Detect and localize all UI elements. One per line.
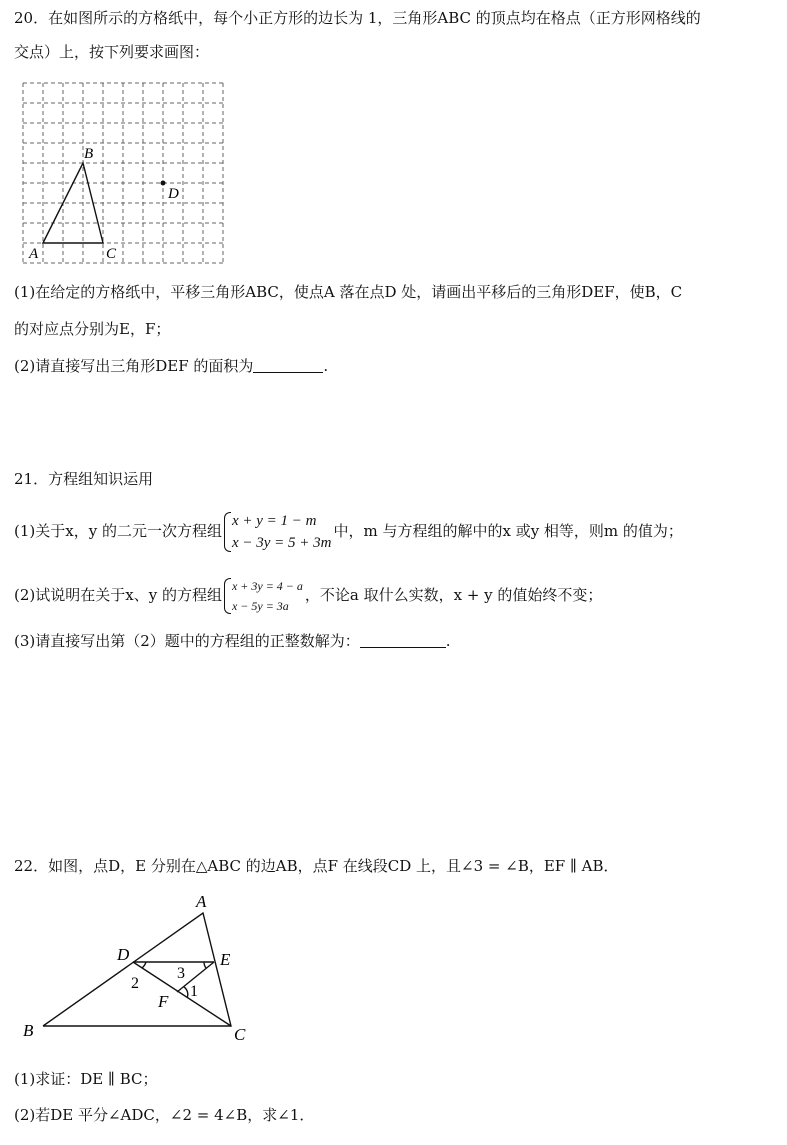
angle-label-3: 3 xyxy=(177,965,185,982)
q20-part1-line1: (1)在给定的方格纸中，平移三角形ABC，使点A 落在点D 处，请画出平移后的三角形DEF，使B，C xyxy=(14,283,683,301)
angle-label-1: 1 xyxy=(190,983,198,1000)
q22-line1: 22．如图，点D，E 分别在△ABC 的边AB，点F 在线段CD 上，且∠3 = ∠B，EF ∥ AB． xyxy=(14,857,619,875)
q21-part1 xyxy=(14,508,683,554)
q21-part3-text: (3)请直接写出第（2）题中的方程组的正整数解为： xyxy=(14,632,360,650)
q21-part1-post: 中，m 与方程组的解中的x 或y 相等，则m 的值为； xyxy=(333,522,683,540)
q21-system-1 xyxy=(224,510,332,554)
q21-sys2-eq1: x + 3y = 4 − a xyxy=(231,579,303,593)
label-c: C xyxy=(106,246,117,262)
q20-line1: 20．在如图所示的方格纸中，每个小正方形的边长为 1，三角形ABC 的顶点均在格点（正方形网格线的 xyxy=(14,9,701,27)
label-a: A xyxy=(29,246,39,262)
q20-grid-figure xyxy=(18,78,233,266)
label-b: B xyxy=(84,146,94,162)
label-a: A xyxy=(196,892,207,911)
grid-lines xyxy=(23,83,223,263)
label-d: D xyxy=(117,945,130,964)
q21-part1-pre: (1)关于x，y 的二元一次方程组 xyxy=(14,522,222,540)
q22-part1: (1)求证：DE ∥ BC； xyxy=(14,1070,158,1088)
q21-system-2 xyxy=(224,576,303,616)
q21-part3 xyxy=(14,631,451,651)
q20-answer-blank[interactable] xyxy=(253,358,323,373)
label-b: B xyxy=(23,1021,34,1040)
q20-part2 xyxy=(14,356,328,376)
q21-sys1-eq1: x + y = 1 − m xyxy=(231,513,317,529)
q21-sys2-eq2: x − 5y = 3a xyxy=(231,599,289,613)
q21-part2-post: ，不论a 取什么实数，x + y 的值始终不变； xyxy=(304,586,603,604)
angle-2-arc xyxy=(142,962,146,968)
angle-label-2: 2 xyxy=(131,975,139,992)
q20-part2-text: (2)请直接写出三角形DEF 的面积为 xyxy=(14,357,254,375)
label-f: F xyxy=(158,992,169,1011)
q22-triangle-figure xyxy=(18,890,268,1052)
label-e: E xyxy=(220,950,231,969)
q21-answer-blank[interactable] xyxy=(360,633,446,648)
q21-sys1-eq2: x − 3y = 5 + 3m xyxy=(231,535,332,551)
q20-part1-line2: 的对应点分别为E，F； xyxy=(14,320,171,338)
q21-part3-end: . xyxy=(445,632,451,650)
q21-part2-pre: (2)试说明在关于x、y 的方程组 xyxy=(14,586,222,604)
label-d: D xyxy=(168,186,179,202)
triangle-abc-outline xyxy=(43,913,231,1026)
q20-part2-end: . xyxy=(323,357,329,375)
q21-part2 xyxy=(14,574,602,616)
q22-part2: (2)若DE 平分∠ADC，∠2 = 4∠B，求∠1． xyxy=(14,1106,315,1124)
point-d xyxy=(161,181,166,186)
q20-line2: 交点）上，按下列要求画图： xyxy=(14,43,210,61)
angle-3-arc xyxy=(204,962,206,968)
q21-title: 21．方程组知识运用 xyxy=(14,470,154,488)
label-c: C xyxy=(234,1025,246,1044)
